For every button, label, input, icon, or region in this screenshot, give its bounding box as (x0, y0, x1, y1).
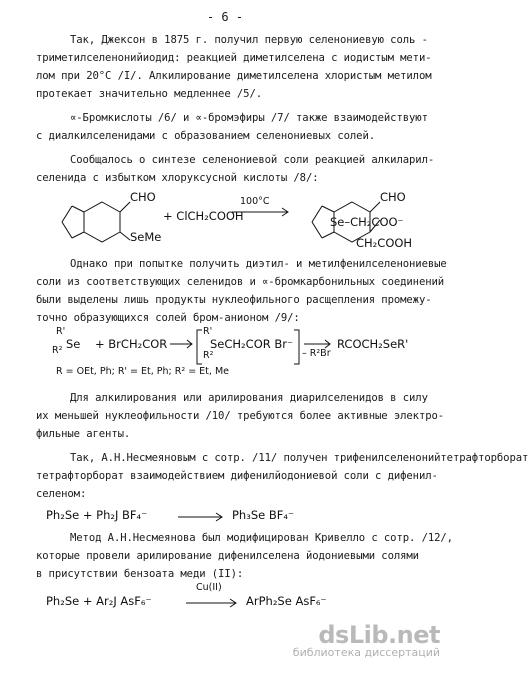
text-line: лом при 20°С /I/. Алкилирование диметилселена хлористым метилом (36, 70, 432, 82)
intermediate-salt: SeCH₂COR Br⁻ (210, 337, 294, 351)
text-line: Метод А.Н.Несмеянова был модифицирован Кривелло с сотр. /12/, (70, 532, 453, 544)
substituent-r1: R' (56, 326, 66, 337)
loss-r2br: – R²Br (302, 348, 331, 359)
text-line: которые провели арилирование дифенилселена йодониевыми солями (36, 550, 419, 562)
page-number: - 6 - (206, 10, 244, 24)
watermark (293, 621, 440, 659)
text-line: Так, Джексон в 1875 г. получил первую селенониевую соль - (70, 34, 428, 46)
scheme4-right: ArPh₂Se AsF₆⁻ (246, 594, 327, 608)
text-line: фильные агенты. (36, 428, 131, 440)
text-line: селенида с избытком хлоруксусной кислоты /8/: (36, 172, 319, 184)
reagent-chloroacetic: + ClCH₂COOH (163, 209, 244, 223)
text-line: в присутствии бензоата меди (II): (36, 568, 244, 580)
product-cho: CHO (380, 190, 406, 204)
product-ch2cooh: CH₂COOH (356, 236, 413, 250)
intermediate-r2: R² (203, 350, 214, 361)
scheme4-catalyst: Cu(II) (196, 582, 222, 593)
scheme4-arrow (186, 596, 242, 610)
text-line: ∝-Бромкислоты /6/ и ∝-бромэфиры /7/ также взаимодействуют (70, 112, 428, 124)
text-line: их меньшей нуклеофильности /10/ требуются более активные электро- (36, 410, 445, 422)
product-ketoselenide: RCOCH₂SeR' (337, 337, 409, 351)
text-line: протекает значительно медленнее /5/. (36, 88, 263, 100)
scheme4-left: Ph₂Se + Ar₂J AsF₆⁻ (46, 594, 152, 608)
text-line: были выделены лишь продукты нуклеофильного расщепления промежу- (36, 294, 432, 306)
condition-temp: 100°C (240, 196, 270, 207)
text-line: точно образующихся солей бром-анионом /9/: (36, 312, 300, 324)
watermark-logo: dsLib.net (318, 621, 440, 649)
selenium-atom: Se (66, 337, 81, 351)
text-line: с диалкилселенидами с образованием селенониевых солей. (36, 130, 376, 142)
substituent-legend: R = OEt, Ph; R' = Et, Ph; R² = Et, Me (56, 366, 229, 377)
text-line: триметилселенонийиодид: реакцией диметилселена с иодистым мети- (36, 52, 432, 64)
text-line: соли из соответствующих селенидов и ∝-бромкарбонильных соединений (36, 276, 445, 288)
reactant-seme: SeMe (130, 230, 162, 244)
text-line: Однако при попытке получить диэтил- и метилфенилселенониевые (70, 258, 447, 270)
text-line: Так, А.Н.Несмеяновым с сотр. /11/ получен трифенилселенонийтетрафторборат (70, 452, 528, 464)
substituent-r2: R² (52, 345, 63, 356)
watermark-subtitle: библиотека диссертаций (292, 646, 440, 659)
text-line: Сообщалось о синтезе селенониевой соли реакцией алкиларил- (70, 154, 435, 166)
scheme3-arrow (178, 510, 228, 524)
reagent-bromo: + BrCH₂COR (95, 337, 168, 351)
product-se: Se–CH₂COO⁻ (330, 215, 404, 229)
text-line: тетрафторборат взаимодействием дифенилйодониевой соли с дифенил- (36, 470, 438, 482)
text-line: Для алкилирования или арилирования диарилселенидов в силу (70, 392, 428, 404)
scheme3-left: Ph₂Se + Ph₂J BF₄⁻ (46, 508, 148, 522)
scheme3-right: Ph₃Se BF₄⁻ (232, 508, 295, 522)
intermediate-r1: R' (203, 326, 213, 337)
text-line: селеном: (36, 488, 87, 500)
reactant-cho: CHO (130, 190, 156, 204)
